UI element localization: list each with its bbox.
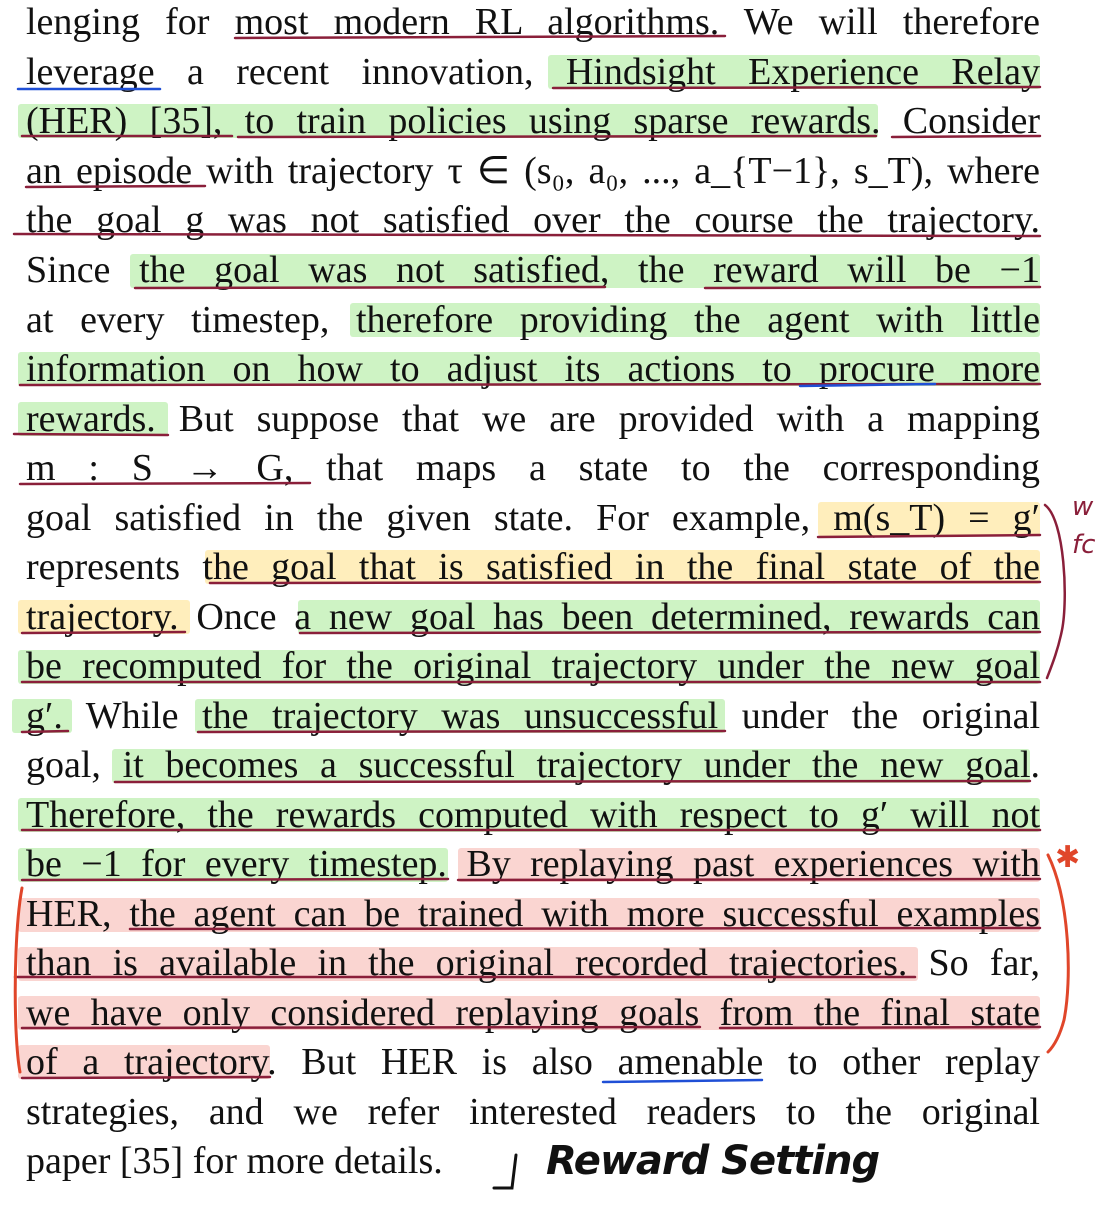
text-line: of a trajectory. But HER is also amenable to other replay: [26, 1041, 1040, 1083]
text-line: at every timestep, therefore providing the agent with little: [26, 299, 1040, 341]
bracket-mark: [494, 1155, 516, 1188]
text-line: HER, the agent can be trained with more successful examples: [26, 893, 1040, 935]
underline: [115, 781, 1030, 782]
underline: [20, 483, 310, 484]
bracket-red-right: [1048, 855, 1068, 1052]
underline: [198, 731, 725, 732]
text-line: we have only considered replaying goals from the final state: [26, 992, 1040, 1034]
text-line: Therefore, the rewards computed with respect to g′ will not: [26, 794, 1040, 836]
text-line: m : S → G, that maps a state to the corresponding: [26, 447, 1040, 489]
underline: [135, 287, 605, 288]
underline: [22, 731, 68, 732]
underline: [553, 87, 1040, 88]
text-line: than is available in the original recorded trajectories. So far,: [26, 942, 1040, 984]
underline: [130, 928, 1040, 929]
text-line: information on how to adjust its actions to procure more: [26, 348, 1040, 390]
underline: [22, 1077, 270, 1078]
text-line: be −1 for every timestep. By replaying past experiences with: [26, 843, 1040, 885]
text-line: strategies, and we refer interested readers to the original: [26, 1091, 1040, 1133]
underline-blue: [603, 1080, 762, 1082]
text-line: represents the goal that is satisfied in the final state of the: [26, 546, 1040, 588]
text-line: an episode with trajectory τ ∈ (s₀, a₀, ..., a_{T−1}, s_T), where: [26, 150, 1040, 192]
text-line: goal, it becomes a successful trajectory under the new goal.: [26, 744, 1040, 786]
underline: [300, 632, 1040, 633]
text-line: Since the goal was not satisfied, the reward will be −1: [26, 249, 1040, 291]
text-line: the goal g was not satisfied over the course the trajectory.: [26, 199, 1040, 241]
text-line: lenging for most modern RL algorithms. We will therefore: [26, 1, 1040, 43]
underline: [22, 1027, 700, 1028]
underline: [22, 632, 185, 633]
margin-note: fc: [1072, 530, 1096, 560]
text-line: be recomputed for the original trajectory under the new goal: [26, 645, 1040, 687]
underline: [235, 36, 725, 38]
text-line: leverage a recent innovation, Hindsight Experience Relay: [26, 51, 1040, 93]
underline: [892, 136, 1040, 137]
text-line: paper [35] for more details.: [26, 1140, 443, 1182]
underline: [720, 1027, 1040, 1028]
handwritten-note: Reward Setting: [546, 1138, 880, 1184]
bracket-red-left: [15, 888, 22, 1072]
underline: [14, 234, 1040, 236]
underline: [210, 582, 1040, 583]
text-line: (HER) [35], to train policies using sparse rewards. Consider: [26, 100, 1040, 142]
underline: [818, 535, 1040, 537]
underline: [14, 434, 168, 435]
underline: [22, 879, 448, 880]
underline: [705, 287, 1040, 288]
underline: [458, 879, 1040, 880]
text-line: rewards. But suppose that we are provided with a mapping: [26, 398, 1040, 440]
star-icon: ✱: [1055, 840, 1081, 875]
margin-note: w: [1072, 492, 1094, 522]
text-line: goal satisfied in the given state. For example, m(s_T) = g′: [26, 497, 1040, 539]
text-line: g′. While the trajectory was unsuccessful under the original: [26, 695, 1040, 737]
bracket-maroon: [1045, 505, 1065, 678]
text-line: trajectory. Once a new goal has been determined, rewards can: [26, 596, 1040, 638]
underline: [238, 136, 876, 137]
underline: [26, 186, 205, 187]
